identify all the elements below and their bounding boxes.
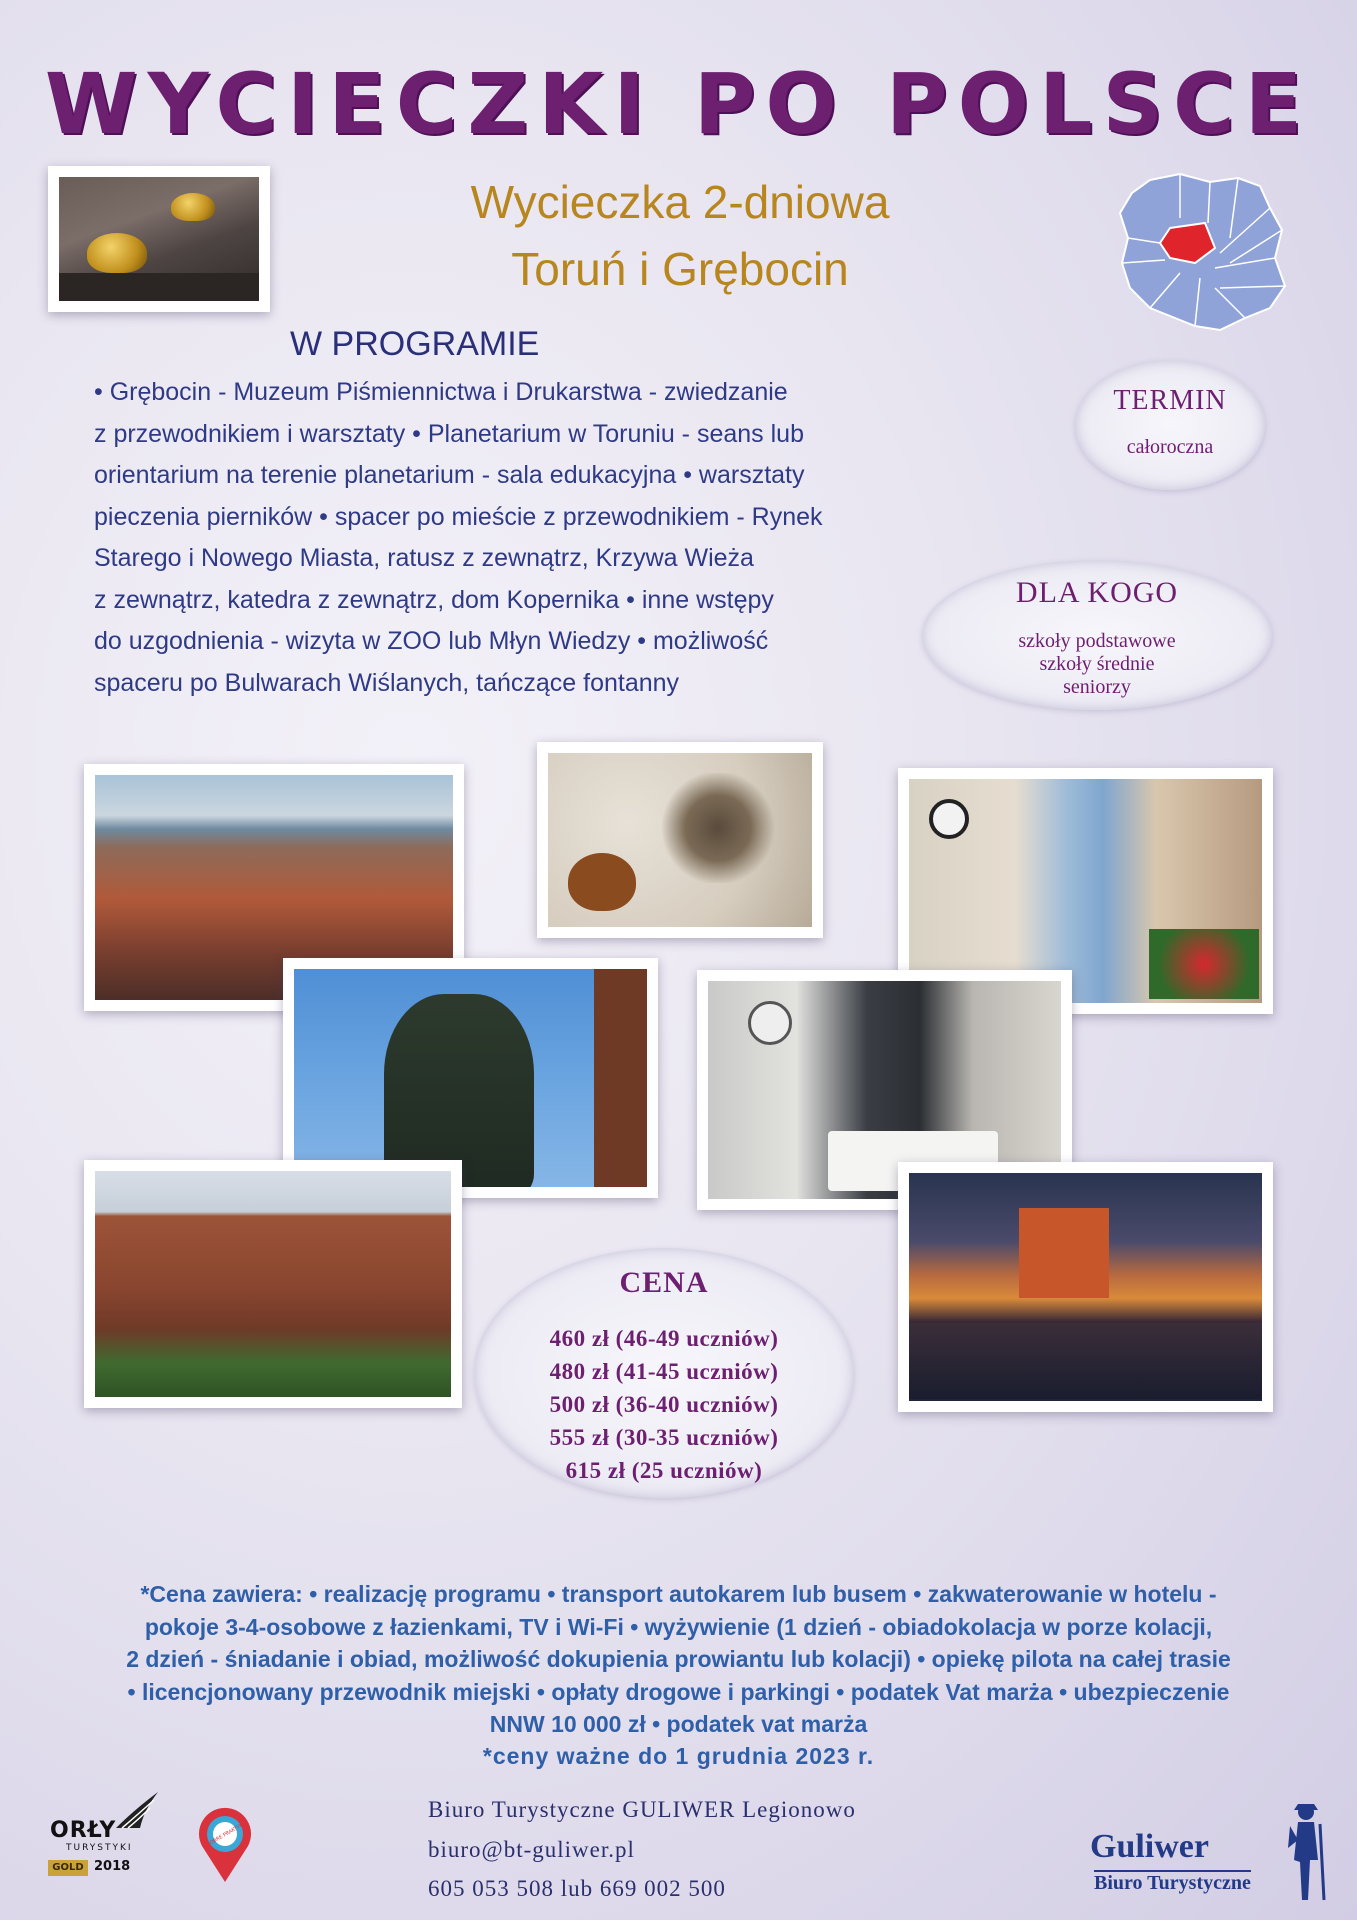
price-validity-note: *ceny ważne do 1 grudnia 2023 r. — [482, 1743, 875, 1769]
orly-gold-badge: GOLD — [48, 1860, 88, 1876]
price-item: 555 zł (30-35 uczniów) — [549, 1425, 779, 1450]
program-line: • Grębocin - Muzeum Piśmiennictwa i Drukarstwa - zwiedzanie — [94, 378, 788, 406]
svg-text:DOBRE PRAKTYKI: DOBRE PRAKTYKI — [205, 1821, 246, 1849]
includes-line: NNW 10 000 zł • podatek vat marża — [489, 1711, 868, 1737]
price-badge — [474, 1248, 854, 1498]
orly-name: ORŁY — [50, 1818, 117, 1843]
program-line: z zewnątrz, katedra z zewnątrz, dom Kopernika • inne wstępy — [94, 585, 774, 614]
program-line: spaceru po Bulwarach Wiślanych, tańczące fontanny — [94, 668, 680, 697]
program-line: z przewodnikiem i warsztaty • Planetarium w Toruniu - seans lub — [94, 419, 804, 448]
orly-subtitle: TURYSTYKI — [66, 1843, 133, 1853]
audience-item: szkoły podstawowe — [1018, 630, 1176, 652]
price-item: 460 zł (46-49 uczniów) — [549, 1326, 779, 1351]
includes-line: *Cena zawiera: • realizację programu • transport autokarem lub busem • zakwaterowanie w hotelu - — [140, 1581, 1217, 1607]
program-line: do uzgodnienia - wizyta w ZOO lub Młyn Wiedzy • możliwość — [94, 627, 769, 655]
contact-email[interactable]: biuro@bt-guliwer.pl — [428, 1837, 635, 1862]
termin-badge — [1075, 360, 1265, 490]
price-includes-text — [40, 1578, 1317, 1741]
includes-line: 2 dzień - śniadanie i obiad, możliwość dokupienia prowiantu lub kolacji) • opiekę pilota na całej trasie — [126, 1646, 1231, 1672]
program-heading: W PROGRAMIE — [290, 325, 540, 363]
program-line: Starego i Nowego Miasta, ratusz z zewnątrz, Krzywa Wieża — [94, 544, 754, 572]
traveler-figure-icon — [1280, 1800, 1332, 1904]
torun-night-panorama-photo — [898, 1162, 1273, 1412]
audience-heading: DLA KOGO — [1015, 576, 1179, 609]
trip-duration-subtitle: Wycieczka 2-dniowa — [470, 176, 890, 228]
poland-map-icon — [1110, 168, 1295, 338]
includes-line: pokoje 3-4-osobowe z łazienkami, TV i Wi-Fi • wyżywienie (1 dzień - obiadokolacja w porze kolacji, — [144, 1613, 1213, 1640]
orly-year: 2018 — [94, 1859, 131, 1874]
frog-statue-photo — [48, 166, 270, 312]
audience-badge — [922, 560, 1272, 710]
orly-turystyki-logo — [44, 1790, 164, 1888]
termin-value: całoroczna — [1126, 436, 1214, 458]
program-line: pieczenia pierników • spacer po mieście z przewodnikiem - Rynek — [94, 502, 823, 531]
termin-heading: TERMIN — [1113, 385, 1227, 416]
guliwer-logo-subtitle: Biuro Turystyczne — [1094, 1872, 1251, 1894]
price-item: 480 zł (41-45 uczniów) — [549, 1359, 779, 1384]
price-heading: CENA — [619, 1266, 709, 1299]
audience-item: szkoły średnie — [1039, 653, 1155, 675]
company-name: Biuro Turystyczne GULIWER Legionowo — [428, 1797, 856, 1822]
guliwer-logo — [1090, 1800, 1335, 1905]
price-item: 500 zł (36-40 uczniów) — [549, 1392, 779, 1417]
program-description — [94, 372, 974, 704]
contact-phone[interactable]: 605 053 508 lub 669 002 500 — [428, 1876, 726, 1901]
price-item: 615 zł (25 uczniów) — [565, 1458, 763, 1483]
dobre-praktyki-logo — [196, 1806, 254, 1884]
gingerbread-spices-photo — [537, 742, 823, 938]
includes-line: • licencjonowany przewodnik miejski • opłaty drogowe i parkingi • podatek Vat marża • ubezpieczenie — [127, 1678, 1230, 1705]
page-title: WYCIECZKI PO POLSCE — [44, 55, 1313, 153]
wing-icon — [114, 1790, 160, 1830]
audience-item: seniorzy — [1063, 676, 1131, 698]
trip-destination-subtitle: Toruń i Grębocin — [511, 243, 849, 295]
church-photo — [84, 1160, 462, 1408]
guliwer-logo-name: Guliwer — [1090, 1828, 1209, 1865]
program-line: orientarium na terenie planetarium - sala edukacyjna • warsztaty — [94, 461, 805, 489]
